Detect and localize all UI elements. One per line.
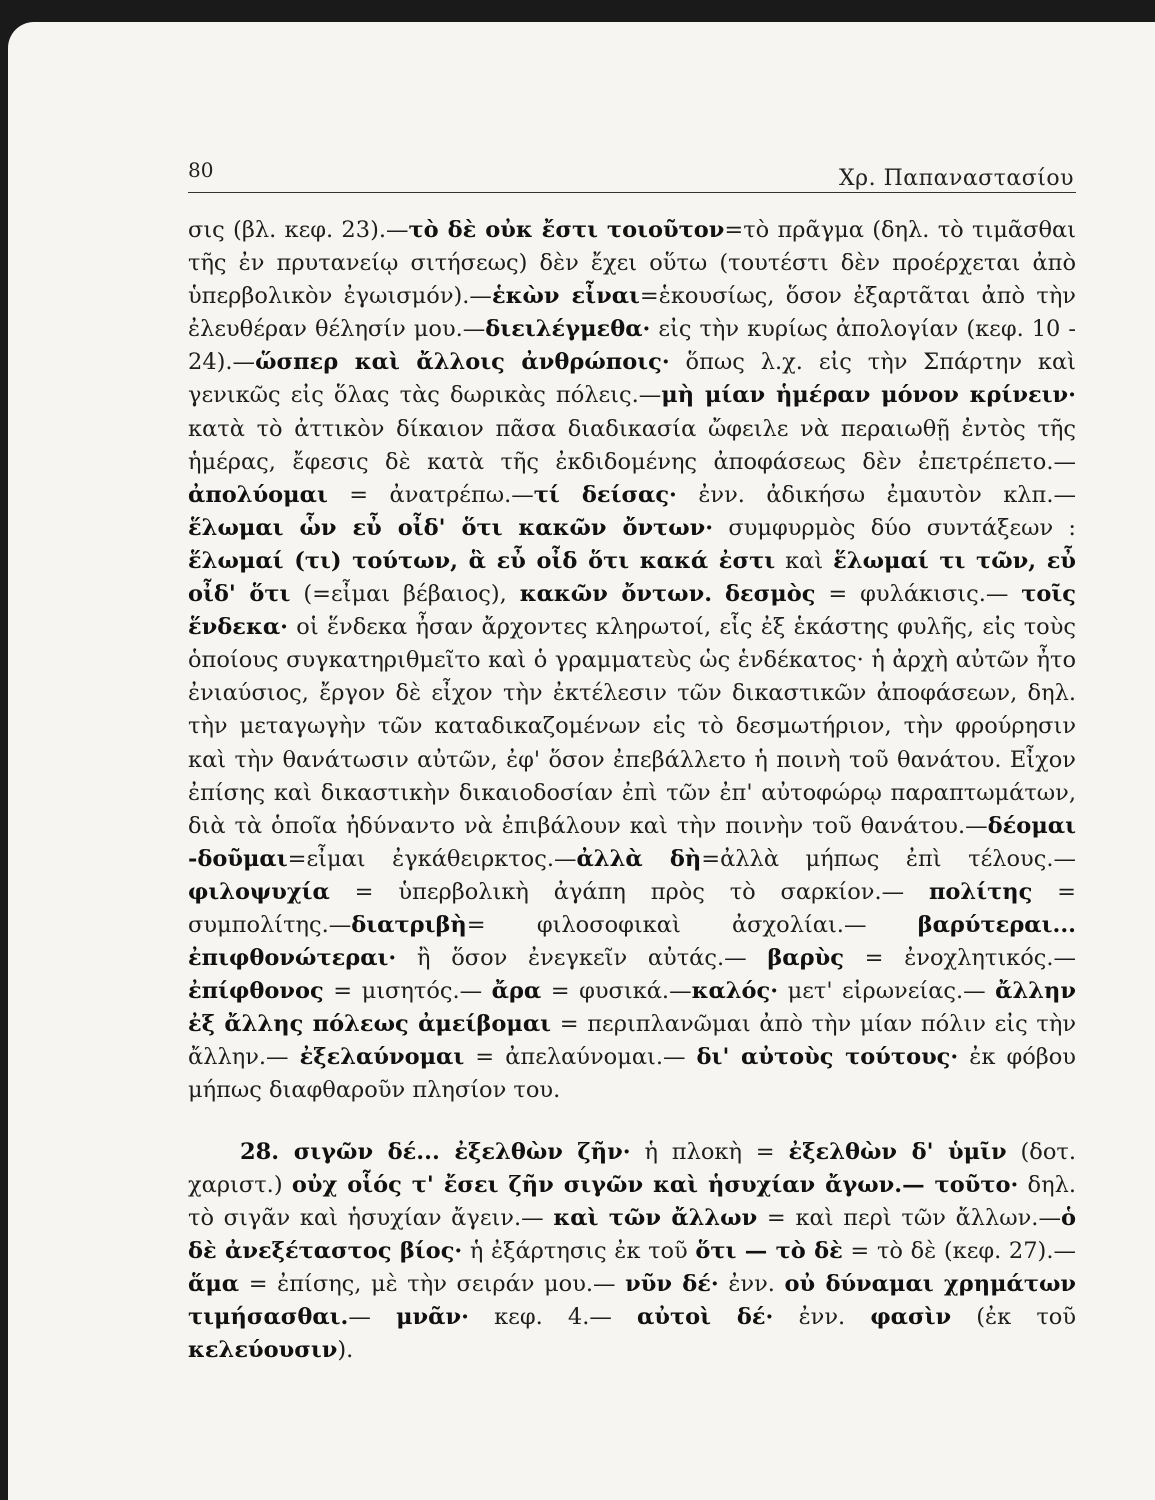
lemma: διειλέγμεθα· [485, 316, 651, 343]
lemma: ὅτι — τὸ δὲ [695, 1237, 843, 1264]
lemma: ἐπίφθονος [188, 978, 324, 1005]
gloss-text: ). [337, 1337, 354, 1364]
gloss-text: ἢ ὅσον ἐνεγκεῖν αὐτάς.— [396, 945, 768, 972]
lemma: ἄρα [491, 978, 542, 1005]
lemma: ἐξελθὼν δ' ὑμῖν [788, 1138, 1007, 1165]
lemma: ἐξελαύνομαι [299, 1044, 465, 1071]
lemma: τοῖς ἕνδεκα· [188, 581, 1076, 641]
lemma: πολίτης [928, 878, 1033, 905]
gloss-text: (δοτ. χαριστ.) [188, 1138, 1076, 1198]
gloss-text: οἱ ἕνδεκα ἦσαν ἄρχοντες κληρωτοί, εἷς ἐξ ἑκάστης φυλῆς, εἰς τοὺς ὁποίους συγκατηριθμεῖτο καὶ ὁ γραμματεὺς ὡς ἑνδέκατος· ἡ ἀρχὴ αὐτῶν ἦτο ἐνιαύσιος, ἔργον δὲ εἶχον τὴν ἐκτέλεσιν τῶν δικαστικῶν ἀποφάσεων, δηλ. τὴν μεταγωγὴν τῶν καταδικαζομένων εἰς τὸ δεσμωτήριον, τὴν φρούρησιν καὶ τὴν θανάτωσιν αὐτῶν, ἐφ' ὅσον ἐπεβάλλετο ἡ ποινὴ τοῦ θανάτου. Εἶχον ἐπίσης καὶ δικαστικὴν δικαιοδοσίαν ἐπὶ τῶν ἐπ' αὐτοφώρῳ παραπτωμάτων, διὰ τὰ ὁποῖα ἠδύναντο νὰ ἐπιβάλουν καὶ τὴν ποινὴν τοῦ θανάτου.— [188, 614, 1076, 839]
lemma: κακῶν ὄντων. [519, 581, 713, 608]
gloss-text: = καὶ περὶ τῶν ἄλλων.— [757, 1204, 1061, 1231]
gloss-text: εἰς τὴν κυρίως ἀπολογίαν (κεφ. 10 - 24).— [188, 316, 1076, 376]
lemma: ἀλλὰ δὴ [576, 845, 702, 872]
gloss-text: = συμπολίτης.— [188, 878, 1076, 938]
lemma: οὐ δύναμαι χρημάτων τιμήσασθαι. [188, 1270, 1077, 1330]
lemma: οὐχ οἷός τ' ἔσει ζῆν σιγῶν καὶ ἡσυχίαν ἄγων.— τοῦτο· [291, 1171, 1019, 1198]
running-title-author: Χρ. Παπαναστασίου [839, 166, 1074, 191]
lemma: ὁ δὲ ἀνεξέταστος βίος· [188, 1204, 1076, 1264]
lemma: τὸ δὲ οὐκ ἔστι τοιοῦτον [408, 217, 725, 243]
lemma: ἕλωμαί (τι) τούτων, ἃ εὖ οἶδ ὅτι κακά ἐστι [188, 547, 776, 574]
gloss-text: = ἐνοχλητικός.— [843, 945, 1076, 972]
gloss-text: συμφυρμὸς δύο συντάξεων : [713, 514, 1077, 541]
gloss-text: = ἀνατρέπω.— [327, 481, 534, 508]
gloss-text: (ἐκ τοῦ [951, 1304, 1077, 1330]
gloss-text [712, 581, 725, 607]
lemma: τί δείσας· [533, 481, 677, 508]
gloss-text: = φυσικά.— [541, 978, 692, 1005]
gloss-text: κατὰ τὸ ἀττικὸν δίκαιον πᾶσα διαδικασία ὤφειλε νὰ περαιωθῇ ἐντὸς τῆς ἡμέρας, ἔφεσις δὲ κατὰ τῆς ἐκδιδομένης ἀποφάσεως δὲν ἐπετρέπετο.— [188, 415, 1076, 475]
gloss-text: ἡ ἐξάρτησις ἐκ τοῦ [462, 1237, 696, 1264]
lemma: ἀπολύομαι [188, 481, 328, 508]
gloss-text: ὅπως λ.χ. εἰς τὴν Σπάρτην καὶ γενικῶς εἰς ὅλας τὰς δωρικὰς πόλεις.— [188, 349, 1076, 409]
gloss-text: ἡ πλοκὴ = [630, 1138, 789, 1165]
gloss-text: = ἐπίσης, μὲ τὴν σειράν μου.— [239, 1270, 626, 1297]
lemma: ἑκὼν εἶναι [491, 283, 640, 310]
lemma: βαρὺς [767, 945, 844, 972]
gloss-text: δηλ. τὸ σιγᾶν καὶ ἡσυχίαν ἄγειν.— [188, 1171, 1076, 1231]
lemma: ἕλωμαί τι τῶν, εὖ οἶδ' ὅτι [188, 547, 1077, 608]
commentary-paragraph-28 [188, 1136, 1076, 1368]
gloss-text: ἐκ φόβου μήπως διαφθαροῦν πλησίον του. [188, 1044, 1076, 1104]
gloss-text: = ὑπερβολικὴ ἀγάπη πρὸς τὸ σαρκίον.— [329, 878, 929, 905]
gloss-text: = ἀπελαύνομαι.— [464, 1044, 697, 1071]
gloss-text: =τὸ πρᾶγμα (δηλ. τὸ τιμᾶσθαι τῆς ἐν πρυτανείῳ σιτήσεως) δὲν ἔχει οὕτω (τουτέστι δὲν προέρχεται ἀπὸ ὑπερβολικὸν ἐγωισμόν).— [188, 217, 1076, 310]
lemma: φασὶν [870, 1304, 952, 1330]
gloss-text: (=εἶμαι βέβαιος), [290, 581, 520, 608]
lemma: καὶ τῶν ἄλλων [553, 1204, 758, 1231]
gloss-text: =ἑκουσίως, ὅσον ἐξαρτᾶται ἀπὸ τὴν ἐλευθέραν θέλησίν μου.— [188, 283, 1076, 343]
gloss-text: = μισητός.— [323, 978, 492, 1005]
lemma: αὐτοὶ δέ· [637, 1304, 774, 1330]
commentary-text [188, 214, 1076, 1367]
lemma: δεσμὸς [724, 581, 816, 608]
gloss-text: σις (βλ. κεφ. 23).— [188, 217, 409, 243]
gloss-text: = φυλάκισις.— [815, 581, 1022, 608]
lemma: ἕλωμαι ὧν εὖ οἶδ' ὅτι κακῶν ὄντων· [188, 514, 714, 541]
lemma: δέομαι -δοῦμαι [188, 812, 1076, 872]
gloss-text: ἐνν. ἀδικήσω ἐμαυτὸν κλπ.— [676, 481, 1076, 508]
lemma: βαρύτεραι... ἐπιφθονώτεραι· [188, 911, 1076, 972]
lemma: μνᾶν· [396, 1304, 469, 1330]
running-header [188, 158, 1076, 193]
lemma: ἄλλην ἐξ ἄλλης πόλεως ἀμείβομαι [188, 978, 1077, 1038]
lemma: δι' αὐτοὺς τούτους· [696, 1044, 959, 1071]
lemma: νῦν δέ· [625, 1270, 719, 1297]
lemma: 28. σιγῶν δέ... ἐξελθὼν ζῆν· [240, 1138, 631, 1165]
lemma: διατριβὴ [351, 911, 467, 938]
lemma: ὥσπερ καὶ ἄλλοις ἀνθρώποις· [255, 349, 670, 376]
gloss-text: ἐνν. [718, 1270, 785, 1297]
book-page [8, 22, 1155, 1500]
gloss-text: ἐνν. [773, 1304, 871, 1330]
lemma: ἅμα [188, 1270, 240, 1297]
gloss-text: καὶ [775, 547, 834, 574]
gloss-text: μετ' εἰρωνείας.— [778, 978, 996, 1005]
lemma: φιλοψυχία [188, 878, 330, 905]
page-number: 80 [188, 158, 214, 182]
gloss-text: = τὸ δὲ (κεφ. 27).— [842, 1237, 1076, 1264]
lemma: μὴ μίαν ἡμέραν μόνον κρίνειν· [661, 382, 1076, 409]
gloss-text: = φιλοσοφικαὶ ἀσχολίαι.— [466, 911, 918, 938]
lemma: καλός· [691, 978, 779, 1005]
gloss-text: κεφ. 4.— [468, 1304, 638, 1330]
gloss-text: = περιπλανῶμαι ἀπὸ τὴν μίαν πόλιν εἰς τὴν ἄλλην.— [188, 1011, 1076, 1071]
lemma: κελεύουσιν [188, 1337, 338, 1364]
gloss-text: =εἶμαι ἐγκάθειρκτος.— [287, 845, 577, 872]
commentary-paragraph-1 [188, 214, 1076, 1108]
gloss-text: — [348, 1304, 397, 1330]
gloss-text: =ἀλλὰ μήπως ἐπὶ τέλους.— [701, 845, 1076, 872]
